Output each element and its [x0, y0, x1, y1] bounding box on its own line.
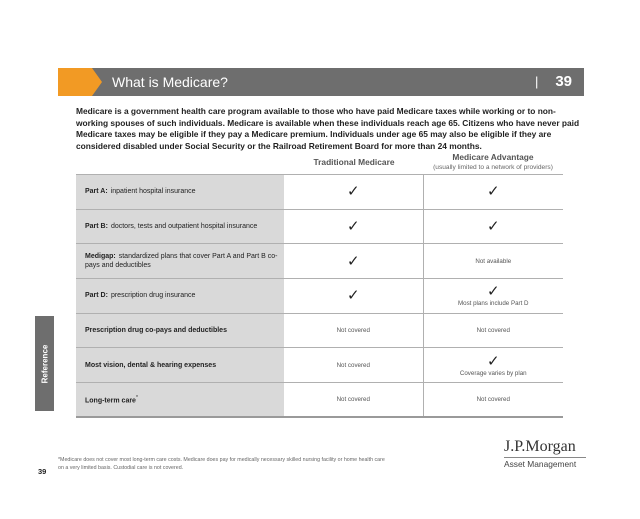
header-chevron [92, 68, 102, 96]
table-row [76, 313, 563, 348]
page-title: What is Medicare? [112, 74, 228, 90]
cell-note: Not covered [476, 396, 510, 404]
cell-note: Not available [475, 257, 512, 265]
table-row [76, 383, 563, 418]
row-label-bold: Part D: [85, 292, 108, 300]
checkmark-icon: ✓ [486, 218, 500, 236]
table-row [76, 175, 563, 210]
header-separator: | [535, 74, 539, 89]
section-header [58, 68, 584, 96]
row-label-text: inpatient hospital insurance [110, 188, 196, 196]
cell-advantage [423, 244, 563, 279]
table-row [76, 244, 563, 279]
cell-note: Not covered [336, 327, 370, 335]
row-label-text: prescription drug insurance [110, 292, 196, 300]
logo-main-text: J.P.Morgan [504, 438, 576, 455]
comparison-table [76, 174, 563, 418]
table-row [76, 279, 563, 314]
row-label-text: doctors, tests and outpatient hospital insurance [110, 222, 258, 230]
cell-advantage [423, 383, 563, 418]
row-label-text: * [135, 394, 138, 401]
row-label [76, 279, 284, 314]
footnote: *Medicare does not cover most long-term care costs. Medicare does pay for medically necessary skilled nursing facility or home health care on a very limited basis. Custodial care is not covered. [58, 457, 385, 471]
row-label-bold: Part A: [85, 188, 108, 196]
checkmark-icon: ✓ [346, 183, 360, 201]
cell-note: Not covered [336, 396, 370, 404]
row-label-text: standardized plans that cover Part A and Part B co-pays and deductibles [85, 252, 278, 270]
row-label-bold: Medigap: [85, 252, 116, 260]
column-header-traditional: Traditional Medicare [313, 157, 395, 167]
cell-note: Coverage varies by plan [459, 369, 527, 377]
header-accent [58, 68, 92, 96]
cell-traditional [284, 209, 423, 244]
row-label-bold: Most vision, dental & hearing expenses [85, 361, 217, 369]
checkmark-icon: ✓ [346, 287, 360, 305]
row-label [76, 244, 284, 279]
cell-advantage [423, 279, 563, 314]
row-label [76, 383, 284, 418]
cell-note: Not covered [336, 361, 370, 369]
sidebar-tab [35, 316, 54, 411]
page-number: 39 [38, 467, 47, 476]
row-label [76, 175, 284, 210]
cell-traditional [284, 348, 423, 383]
cell-advantage [423, 313, 563, 348]
cell-advantage [423, 209, 563, 244]
cell-traditional [284, 279, 423, 314]
intro-paragraph: Medicare is a government health care program available to those who have paid Medicare taxes while working or to non-working spouses of such individuals. Medicare is available when these individuals reach age 65. Citizens who have never paid Medicare taxes may be eligible if they pay a Medicare premium. Individuals under age 65 may also be eligible if they are considered disabled under Social Security or the Railroad Retirement Board for more than 24 months. [76, 106, 580, 151]
sidebar-label: Reference [40, 344, 49, 383]
jpmorgan-logo [504, 438, 586, 469]
column-header-advantage: Medicare Advantage [452, 152, 534, 162]
cell-traditional [284, 313, 423, 348]
table-row [76, 209, 563, 244]
cell-advantage [423, 175, 563, 210]
cell-note: Most plans include Part D [457, 300, 529, 308]
checkmark-icon: ✓ [486, 283, 500, 301]
column-header-advantage-subtitle: (usually limited to a network of providers) [433, 164, 553, 171]
row-label-bold: Long-term care [85, 397, 136, 405]
header-page-number: 39 [555, 73, 572, 90]
checkmark-icon: ✓ [486, 183, 500, 201]
cell-traditional [284, 383, 423, 418]
cell-note: Not covered [476, 327, 510, 335]
cell-traditional [284, 175, 423, 210]
checkmark-icon: ✓ [346, 252, 360, 270]
row-label [76, 209, 284, 244]
cell-traditional [284, 244, 423, 279]
row-label [76, 313, 284, 348]
row-label-bold: Part B: [85, 222, 108, 230]
logo-sub-text: Asset Management [504, 457, 586, 469]
table-row [76, 348, 563, 383]
checkmark-icon: ✓ [346, 218, 360, 236]
row-label [76, 348, 284, 383]
row-label-bold: Prescription drug co-pays and deductibles [85, 326, 227, 334]
checkmark-icon: ✓ [486, 352, 500, 370]
cell-advantage [423, 348, 563, 383]
